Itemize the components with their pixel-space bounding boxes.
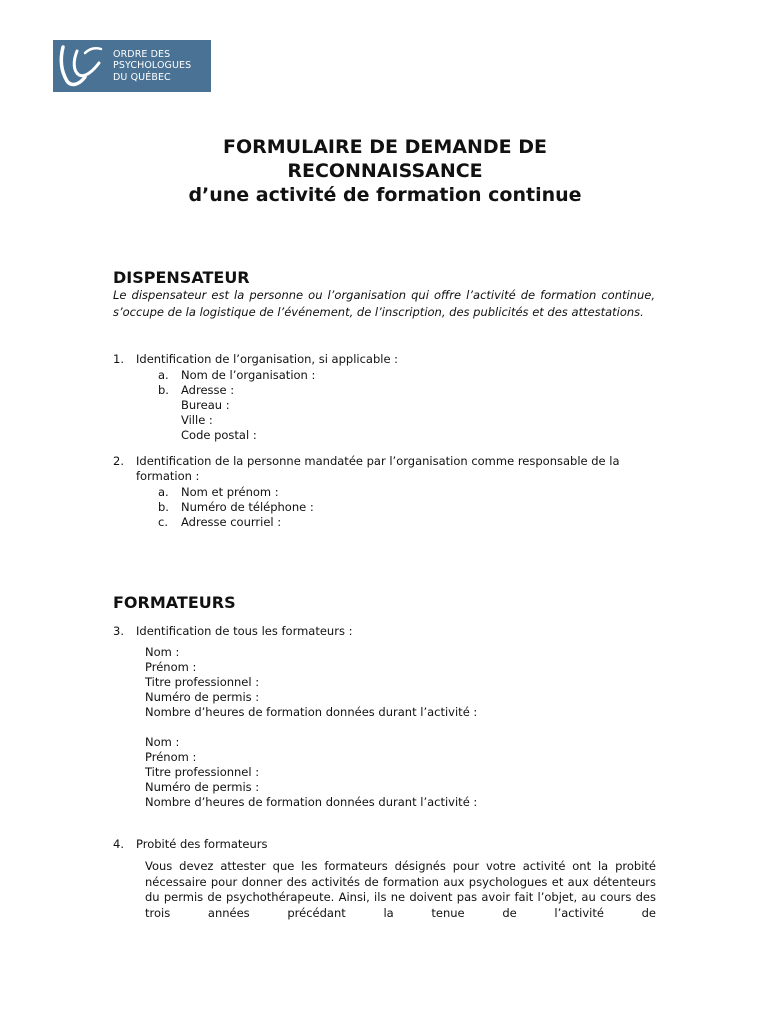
logo-line-2: PSYCHOLOGUES: [113, 60, 192, 72]
item-1a-letter: a.: [158, 368, 169, 382]
section-heading-formateurs: FORMATEURS: [113, 593, 236, 612]
page-title: [0, 135, 770, 207]
title-line-2: RECONNAISSANCE: [287, 160, 483, 182]
item-2b-letter: b.: [158, 500, 169, 514]
dispensateur-intro: Le dispensateur est la personne ou l’organisation qui offre l’activité de formation continue, s’occupe de la logistique de l’événement, de l’inscription, des publicités et des attestations.: [113, 288, 655, 319]
logo-line-1: ORDRE DES: [113, 48, 171, 60]
item-2-label: Identification de la personne mandatée par l’organisation comme responsable de la formation :: [136, 454, 620, 484]
item-1b-label: Adresse :: [181, 383, 235, 397]
formateur-2-permis: Numéro de permis :: [145, 780, 260, 794]
item-1-number: 1.: [113, 352, 124, 366]
item-2b-label: Numéro de téléphone :: [181, 500, 314, 514]
logo-line-3: DU QUÉBEC: [113, 71, 171, 83]
item-1a-label: Nom de l’organisation :: [181, 368, 316, 382]
item-3-label: Identification de tous les formateurs :: [136, 624, 353, 638]
item-2c-letter: c.: [158, 515, 168, 529]
code-postal-label: Code postal :: [181, 428, 257, 442]
formateur-2-nom: Nom :: [145, 735, 180, 749]
item-4-label: Probité des formateurs: [136, 837, 268, 851]
probite-paragraph: Vous devez attester que les formateurs désignés pour votre activité ont la probité nécessaire pour donner des activités de formation aux psychologues et aux détenteurs du permis de psychothérapeute. Ainsi, ils ne doivent pas avoir fait l’objet, au cours des trois années précédant la tenue de l’activité de: [145, 859, 656, 920]
formateur-2-prenom: Prénom :: [145, 750, 197, 764]
item-2a-letter: a.: [158, 485, 169, 499]
formateur-2-titre: Titre professionnel :: [145, 765, 260, 779]
ville-label: Ville :: [181, 413, 213, 427]
item-3-number: 3.: [113, 624, 124, 638]
section-heading-dispensateur: DISPENSATEUR: [113, 268, 250, 287]
formateur-1-prenom: Prénom :: [145, 660, 197, 674]
logo-text: [113, 49, 191, 84]
formateur-1-nom: Nom :: [145, 645, 180, 659]
item-2a-label: Nom et prénom :: [181, 485, 279, 499]
ordre-logo-icon: [55, 41, 105, 91]
formateur-1-heures: Nombre d’heures de formation données durant l’activité :: [145, 705, 478, 719]
item-2-number: 2.: [113, 454, 124, 468]
formateur-2-heures: Nombre d’heures de formation données durant l’activité :: [145, 795, 478, 809]
formateur-1-permis: Numéro de permis :: [145, 690, 260, 704]
ordre-logo: [53, 40, 211, 92]
bureau-label: Bureau :: [181, 398, 230, 412]
item-2c-label: Adresse courriel :: [181, 515, 282, 529]
title-line-3: d’une activité de formation continue: [188, 184, 582, 206]
item-1-label: Identification de l’organisation, si applicable :: [136, 352, 399, 366]
item-1b-letter: b.: [158, 383, 169, 397]
formateur-1-titre: Titre professionnel :: [145, 675, 260, 689]
item-4-number: 4.: [113, 837, 124, 851]
title-line-1: FORMULAIRE DE DEMANDE DE: [223, 136, 547, 158]
